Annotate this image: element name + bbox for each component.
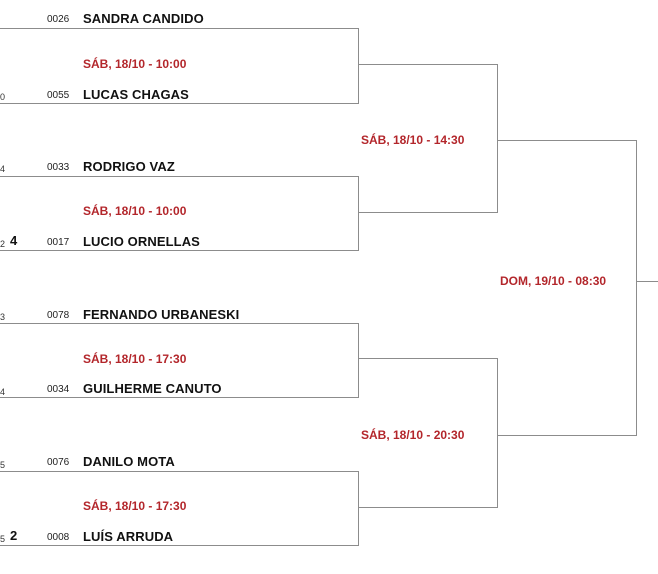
player-id: 0076 <box>47 457 70 468</box>
left-fragment: 4 <box>0 164 6 174</box>
player-name[interactable]: LUCIO ORNELLAS <box>83 234 200 249</box>
match-date: SÁB, 18/10 - 10:00 <box>83 204 187 218</box>
player-id: 0026 <box>47 14 70 25</box>
r1m1-connector <box>358 28 359 104</box>
player-id: 0033 <box>47 162 70 173</box>
r2m2-bottom-line <box>358 507 498 508</box>
r2m1-connector <box>497 64 498 213</box>
player-name[interactable]: RODRIGO VAZ <box>83 159 175 174</box>
r2m2-connector <box>497 358 498 508</box>
r3-bottom-line <box>497 435 636 436</box>
player-id: 0055 <box>47 90 70 101</box>
r2m2-top-line <box>358 358 498 359</box>
match-date: SÁB, 18/10 - 17:30 <box>83 499 187 513</box>
player-id: 0078 <box>47 310 70 321</box>
match-date[interactable]: SÁB, 18/10 - 20:30 <box>361 428 465 442</box>
r1m3-top-line <box>0 323 358 324</box>
match-date[interactable]: SÁB, 18/10 - 14:30 <box>361 133 465 147</box>
match-date: SÁB, 18/10 - 17:30 <box>83 352 187 366</box>
r1m3-connector <box>358 323 359 398</box>
left-fragment: 0 <box>0 92 6 102</box>
left-fragment: 5 <box>0 460 6 470</box>
player-id: 0017 <box>47 237 70 248</box>
left-fragment: 3 <box>0 312 6 322</box>
player-name[interactable]: DANILO MOTA <box>83 454 175 469</box>
match-date: SÁB, 18/10 - 10:00 <box>83 57 187 71</box>
player-name[interactable]: LUCAS CHAGAS <box>83 87 189 102</box>
r1m2-top-line <box>0 176 358 177</box>
r2m1-bottom-line <box>358 212 498 213</box>
player-name[interactable]: LUÍS ARRUDA <box>83 529 174 544</box>
r1m4-bottom-line <box>0 545 358 546</box>
r1m1-top-line <box>0 28 358 29</box>
player-name[interactable]: GUILHERME CANUTO <box>83 381 222 396</box>
r1m4-top-line <box>0 471 358 472</box>
r1m1-bottom-line <box>0 103 358 104</box>
r1m2-bottom-line <box>0 250 358 251</box>
left-score: 2 <box>10 528 18 543</box>
final-line <box>636 281 658 282</box>
left-fragment: 2 <box>0 239 6 249</box>
r3-connector <box>636 140 637 436</box>
player-name[interactable]: FERNANDO URBANESKI <box>83 307 240 322</box>
player-id: 0034 <box>47 384 70 395</box>
left-score: 4 <box>10 233 18 248</box>
left-fragment: 5 <box>0 534 6 544</box>
player-id: 0008 <box>47 532 70 543</box>
r1m4-connector <box>358 471 359 546</box>
r1m3-bottom-line <box>0 397 358 398</box>
r2m1-top-line <box>358 64 498 65</box>
player-name[interactable]: SANDRA CANDIDO <box>83 11 204 26</box>
match-date[interactable]: DOM, 19/10 - 08:30 <box>500 274 607 288</box>
left-fragment: 4 <box>0 387 6 397</box>
r3-top-line <box>497 140 636 141</box>
r1m2-connector <box>358 176 359 251</box>
